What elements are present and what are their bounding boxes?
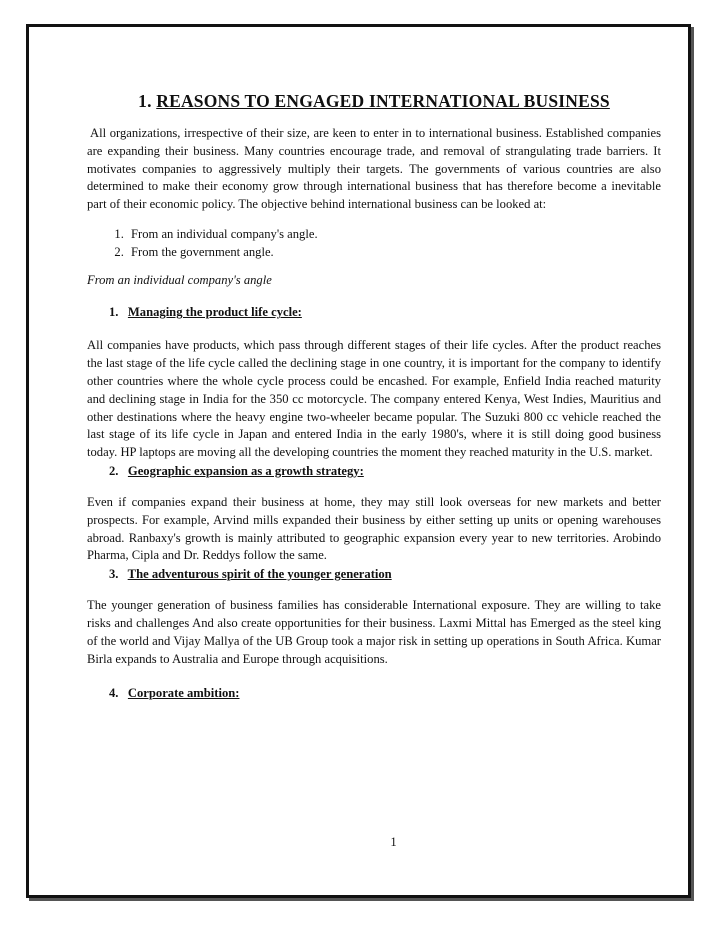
document-heading xyxy=(87,89,661,113)
section-heading-2 xyxy=(87,462,661,480)
section-title: The adventurous spirit of the younger generation xyxy=(127,567,392,582)
section-number: 1. xyxy=(109,305,119,320)
angle-item-company: 1. From an individual company's angle. xyxy=(127,226,661,244)
section-title: Corporate ambition: xyxy=(127,686,240,701)
heading-title: REASONS TO ENGAGED INTERNATIONAL BUSINESS xyxy=(156,91,610,111)
page-number: 1 xyxy=(390,835,397,849)
angle-item-government: 2. From the government angle. xyxy=(127,244,661,262)
subheading: From an individual company's angle xyxy=(87,272,272,287)
section-body-3: The younger generation of business families has considerable International exposure. They are willing to take risks and challenges And also create opportunities for their business. Laxmi Mittal has Emerged as the steel king of the world and Vijay Mallya of the UB Group took a major risk in setting up operations in South Africa. Kumar Birla expands to Australia and Europe through acquisitions. xyxy=(87,598,661,666)
section-number: 2. xyxy=(109,463,119,478)
intro-paragraph: All organizations, irrespective of their size, are keen to enter in to international business. Established companies are expanding their business. Many countries encourage trade, and removal of strangulating trade barriers. It motivates companies to aggressively multiply their targets. The governments of various countries are also determined to make their economy grow through international business that has therefore become a inevitable part of their economic policy. The objective behind international business can be looked at: xyxy=(87,126,661,212)
section-title: Managing the product life cycle: xyxy=(127,305,302,320)
section-body-1: All companies have products, which pass through different stages of their life cycles. After the product reaches the last stage of the life cycle called the declining stage in one country, it is important for the company to identify other countries where the whole cycle process could be encashed. For example, Enfield India reached maturity and declining stage in India for the 350 cc motorcycle. The company entered Kenya, West Indies, Mauritius and other destinations where the heavy engine two-wheeler became popular. The Suzuki 800 cc vehicle reached the last stage of its life cycle in Japan and entered India in the early 1980's, where it is still doing good business today. HP laptops are moving all the developing countries the moment they reached maturity in the U.S. market. xyxy=(87,338,661,460)
section-body-2: Even if companies expand their business at home, they may still look overseas for new markets and better prospects. For example, Arvind mills expanded their business by either setting up units or opening warehouses abroad. Ranbaxy's growth is mainly attributed to geographic expansion every year to new territories. Arobindo Pharma, Cipla and Dr. Reddys follow the same. xyxy=(87,494,661,563)
angles-list xyxy=(87,226,661,262)
document-page xyxy=(26,24,691,898)
section-heading-4 xyxy=(87,684,661,702)
section-number: 3. xyxy=(109,567,119,582)
page-content xyxy=(87,89,661,702)
section-heading-1 xyxy=(87,303,661,321)
section-title: Geographic expansion as a growth strategy: xyxy=(127,463,364,478)
section-number: 4. xyxy=(109,686,119,701)
heading-number: 1. xyxy=(138,91,152,111)
section-heading-3 xyxy=(87,565,661,583)
